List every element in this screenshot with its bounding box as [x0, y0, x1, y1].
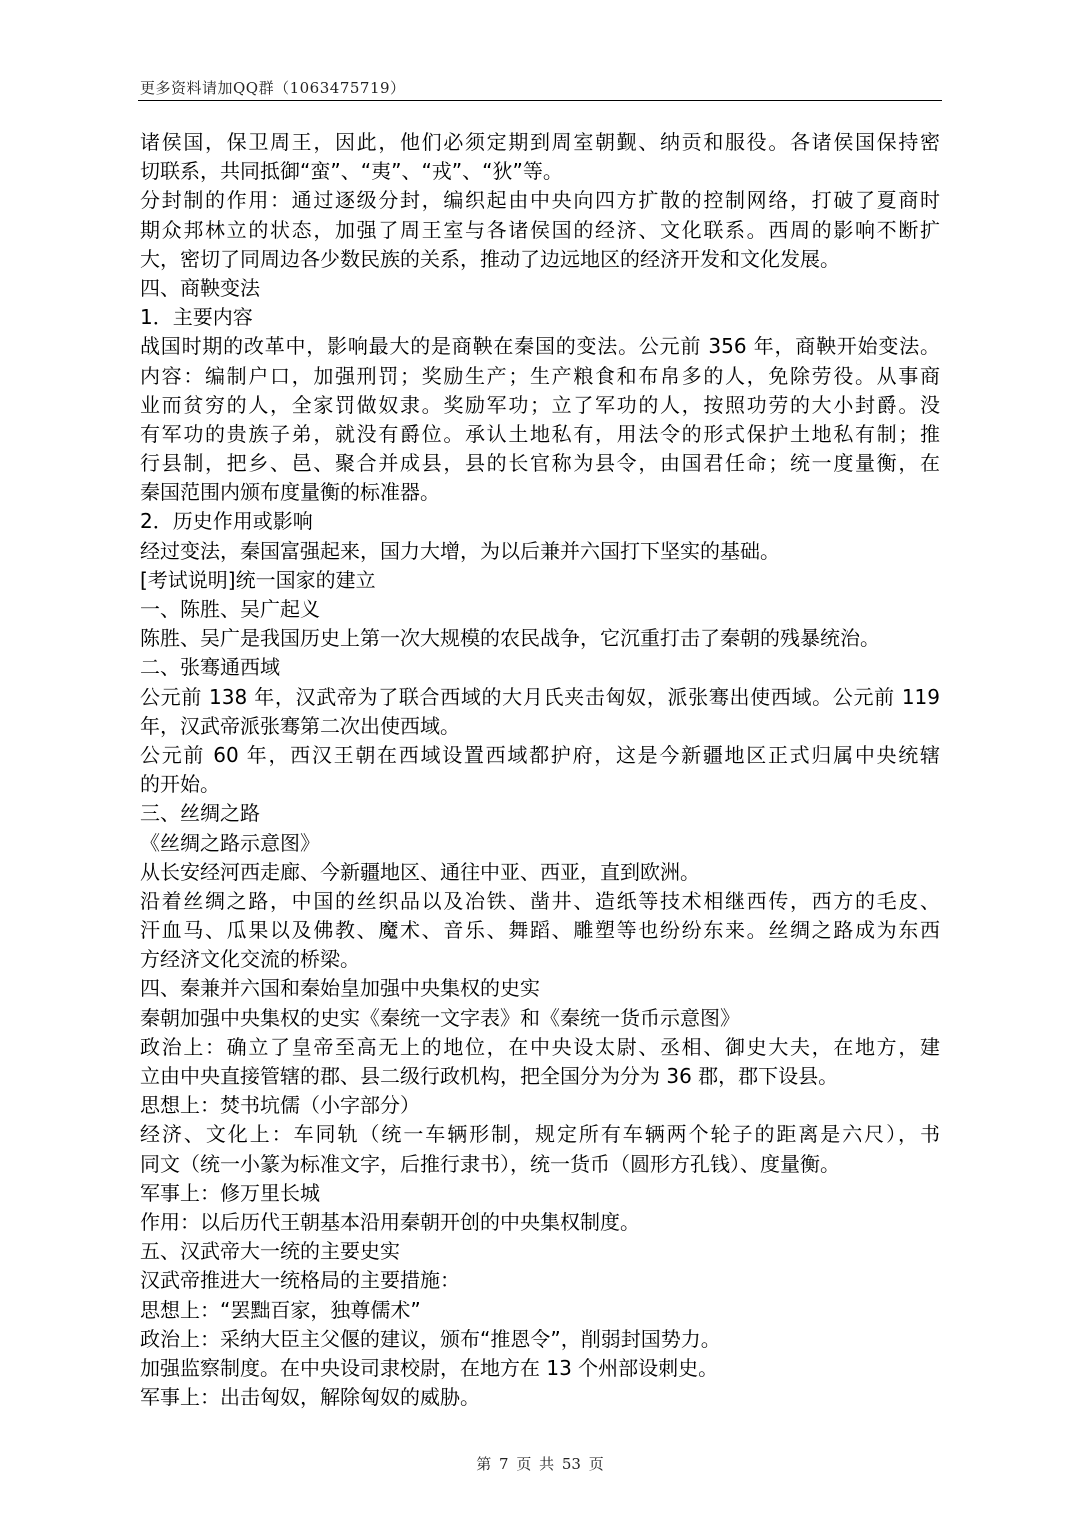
body-line: 秦国范围内颁布度量衡的标准器。 [140, 480, 440, 505]
body-line: 期众邦林立的状态，加强了周王室与各诸侯国的经济、文化联系。西周的影响不断扩 [140, 217, 940, 242]
body-line: 公元前 138 年，汉武帝为了联合西域的大月氏夹击匈奴，派张骞出使西域。公元前 119 [140, 684, 940, 709]
body-line: 汗血马、瓜果以及佛教、魔术、音乐、舞蹈、雕塑等也纷纷东来。丝绸之路成为东西 [140, 918, 940, 943]
body-line: 的开始。 [140, 772, 220, 797]
body-line: 军事上：出击匈奴，解除匈奴的威胁。 [140, 1385, 480, 1410]
body-line: 作用：以后历代王朝基本沿用秦朝开创的中央集权制度。 [140, 1209, 640, 1234]
body-line: 分封制的作用：通过逐级分封，编织起由中央向四方扩散的控制网络，打破了夏商时 [140, 188, 940, 213]
section-heading: 《丝绸之路示意图》 [140, 830, 320, 855]
body-line: 诸侯国，保卫周王，因此，他们必须定期到周室朝觐、纳贡和服役。各诸侯国保持密 [140, 130, 940, 154]
section-heading: 二、张骞通西域 [140, 655, 280, 680]
body-line: 汉武帝推进大一统格局的主要措施： [140, 1268, 460, 1293]
section-heading: 三、丝绸之路 [140, 801, 260, 826]
body-line: 公元前 60 年，西汉王朝在西域设置西域都护府，这是今新疆地区正式归属中央统辖 [140, 742, 940, 767]
body-line: 内容：编制户口，加强刑罚；奖励生产；生产粮食和布帛多的人，免除劳役。从事商 [140, 363, 940, 388]
body-line: 秦朝加强中央集权的史实《秦统一文字表》和《秦统一货币示意图》 [140, 1005, 740, 1030]
section-heading: 四、秦兼并六国和秦始皇加强中央集权的史实 [140, 976, 540, 1001]
body-line: 同文（统一小篆为标准文字，后推行隶书），统一货币（圆形方孔钱）、度量衡。 [140, 1151, 840, 1176]
body-line: 立由中央直接管辖的郡、县二级行政机构，把全国分为分为 36 郡，郡下设县。 [140, 1064, 839, 1088]
body-line: 思想上：焚书坑儒（小字部分） [140, 1093, 420, 1118]
body-line: 加强监察制度。在中央设司隶校尉，在地方在 13 个州部设刺史。 [140, 1355, 719, 1380]
body-line: 经济、文化上：车同轨（统一车辆形制，规定所有车辆两个轮子的距离是六尺），书 [140, 1122, 940, 1147]
body-line: 年，汉武帝派张骞第二次出使西域。 [140, 713, 460, 738]
document-body [140, 128, 940, 1412]
body-line: 大，密切了同周边各少数民族的关系，推动了边远地区的经济开发和文化发展。 [140, 246, 840, 271]
body-line: 有军功的贵族子弟，就没有爵位。承认土地私有，用法令的形式保护土地私有制；推 [140, 421, 940, 446]
body-line: 沿着丝绸之路，中国的丝织品以及冶铁、凿井、造纸等技术相继西传，西方的毛皮、 [140, 888, 940, 913]
body-line: 政治上：确立了皇帝至高无上的地位，在中央设太尉、丞相、御史大夫，在地方，建 [140, 1034, 940, 1059]
body-line: 从长安经河西走廊、今新疆地区、通往中亚、西亚，直到欧洲。 [140, 859, 700, 884]
page-footer: 第 7 页 共 53 页 [476, 1455, 604, 1473]
body-line: 切联系，共同抵御“蛮”、“夷”、“戎”、“狄”等。 [140, 159, 563, 184]
body-line: 政治上：采纳大臣主父偃的建议，颁布“推恩令”，削弱封国势力。 [140, 1326, 721, 1351]
body-line: 军事上：修万里长城 [140, 1180, 320, 1205]
section-heading: 1．主要内容 [140, 305, 253, 330]
page-header: 更多资料请加QQ群（1063475719） [140, 79, 406, 97]
header-divider [138, 100, 942, 101]
body-line: 思想上：“罢黜百家，独尊儒术” [140, 1297, 421, 1322]
section-heading: [考试说明]统一国家的建立 [140, 567, 376, 592]
section-heading: 五、汉武帝大一统的主要史实 [140, 1239, 400, 1264]
body-line: 经过变法，秦国富强起来，国力大增，为以后兼并六国打下坚实的基础。 [140, 538, 780, 563]
body-line: 行县制，把乡、邑、聚合并成县，县的长官称为县令，由国君任命；统一度量衡，在 [140, 451, 940, 476]
body-line: 战国时期的改革中，影响最大的是商鞅在秦国的变法。公元前 356 年，商鞅开始变法。 [140, 334, 940, 359]
section-heading: 一、陈胜、吴广起义 [140, 597, 320, 621]
section-heading: 2．历史作用或影响 [140, 509, 313, 534]
section-heading: 四、商鞅变法 [140, 275, 260, 300]
body-line: 陈胜、吴广是我国历史上第一次大规模的农民战争，它沉重打击了秦朝的残暴统治。 [140, 626, 880, 651]
body-line: 业而贫穷的人，全家罚做奴隶。奖励军功；立了军功的人，按照功劳的大小封爵。没 [140, 392, 940, 417]
body-line: 方经济文化交流的桥梁。 [140, 947, 360, 972]
